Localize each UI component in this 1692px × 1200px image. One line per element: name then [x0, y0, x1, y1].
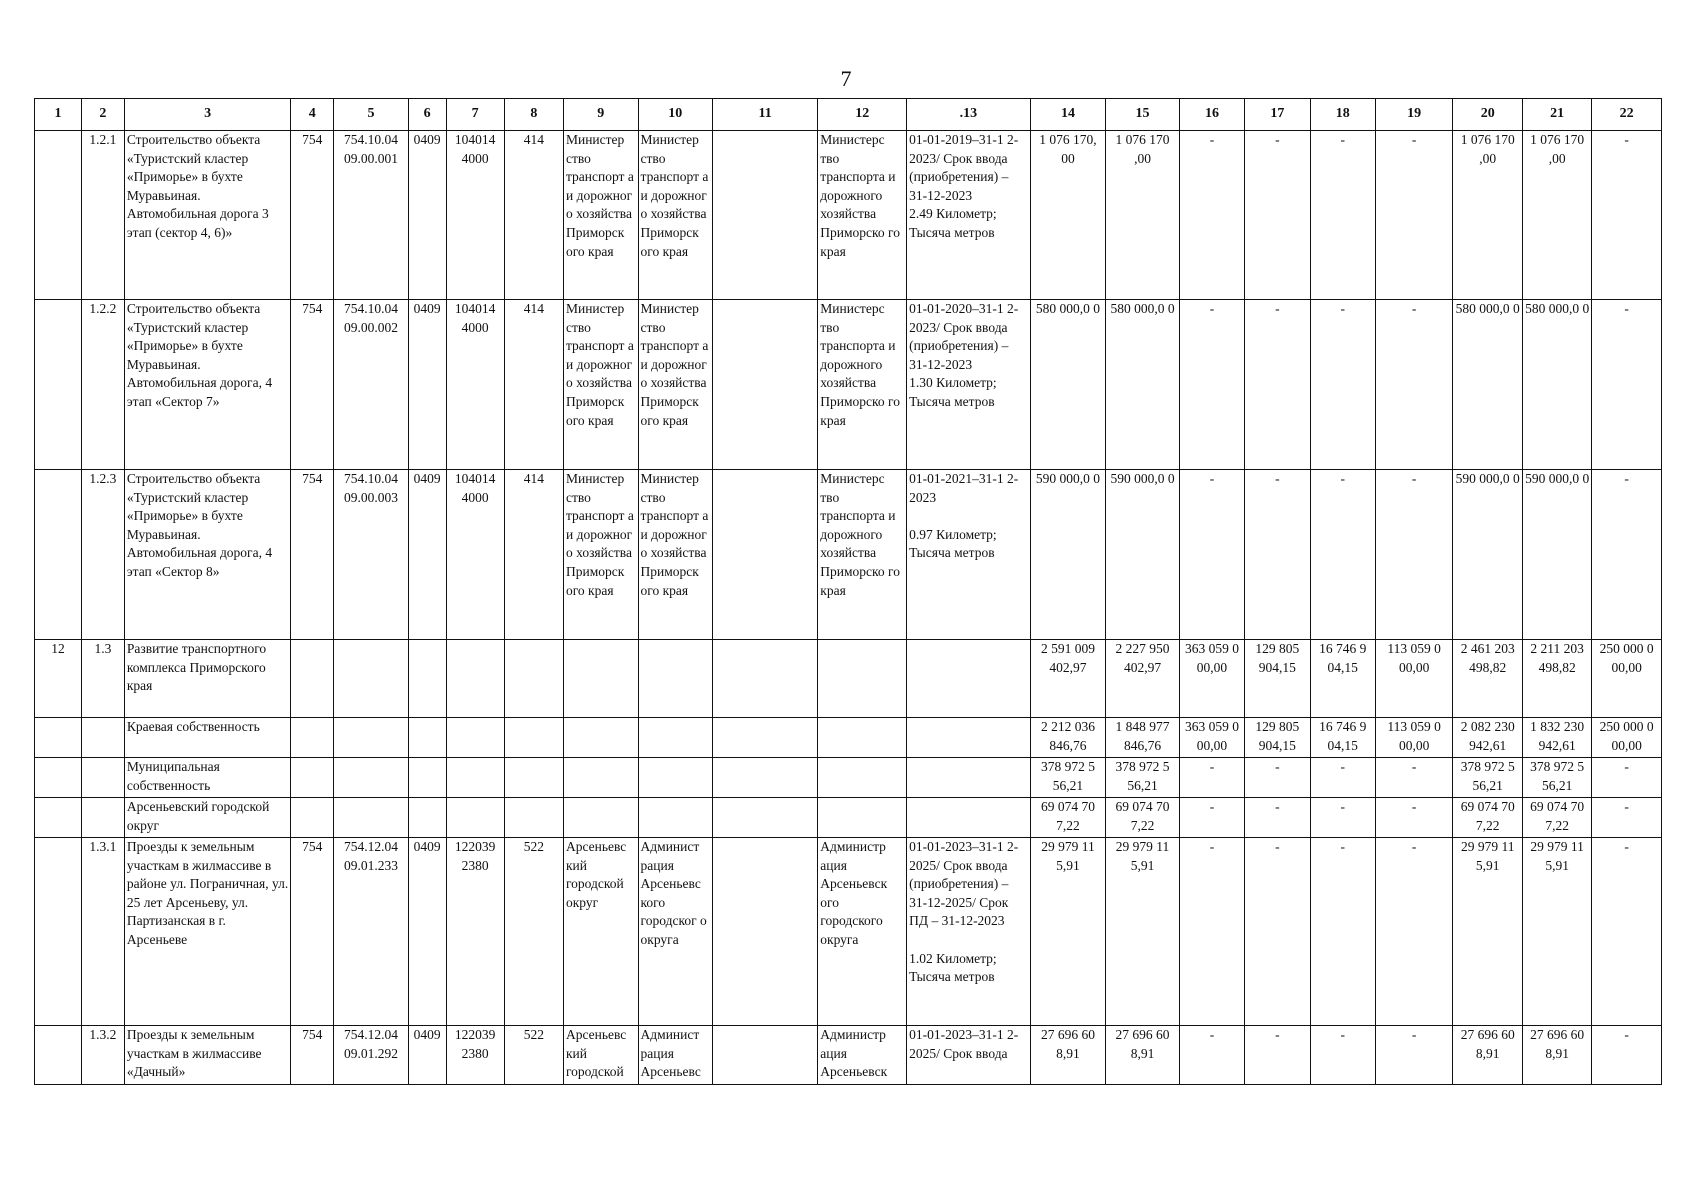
table-cell-col-5 [334, 798, 409, 838]
table-cell-col-9 [563, 798, 638, 838]
table-cell-col-6: 0409 [408, 131, 446, 300]
column-header-14: 14 [1030, 99, 1106, 131]
table-cell-col-13: 01-01-2021–31-1 2-2023 0.97 Километр; Тысяча метров [907, 470, 1031, 640]
table-row [35, 300, 1662, 470]
table-cell-col-19: - [1375, 300, 1453, 470]
table-cell-col-21: 69 074 70 7,22 [1522, 798, 1591, 838]
table-cell-col-13: 01-01-2020–31-1 2-2023/ Срок ввода (приобретения) – 31-12-2023 1.30 Километр; Тысяча метров [907, 300, 1031, 470]
table-cell-col-18: - [1310, 470, 1375, 640]
table-cell-col-22: 250 000 0 00,00 [1592, 640, 1662, 718]
table-cell-col-1 [35, 798, 82, 838]
table-cell-col-20: 1 076 170 ,00 [1453, 131, 1522, 300]
table-cell-col-3: Проезды к земельным участкам в жилмассиве «Дачный» [124, 1026, 290, 1085]
table-cell-col-1 [35, 131, 82, 300]
table-cell-col-2 [81, 758, 124, 798]
table-cell-col-14: 2 212 036 846,76 [1030, 718, 1106, 758]
table-cell-col-12 [818, 718, 907, 758]
column-header-13: .13 [907, 99, 1031, 131]
table-cell-col-6 [408, 758, 446, 798]
table-cell-col-1 [35, 838, 82, 1026]
table-cell-col-16: - [1179, 1026, 1244, 1085]
table-cell-col-1 [35, 470, 82, 640]
table-row [35, 131, 1662, 300]
table-cell-col-16: - [1179, 470, 1244, 640]
table-cell-col-14: 590 000,0 0 [1030, 470, 1106, 640]
column-header-7: 7 [446, 99, 504, 131]
table-cell-col-21: 27 696 60 8,91 [1522, 1026, 1591, 1085]
table-cell-col-13 [907, 798, 1031, 838]
table-cell-col-21: 1 076 170 ,00 [1522, 131, 1591, 300]
table-cell-col-14: 29 979 11 5,91 [1030, 838, 1106, 1026]
table-cell-col-11 [713, 838, 818, 1026]
table-cell-col-18: - [1310, 838, 1375, 1026]
table-cell-col-18: 16 746 9 04,15 [1310, 640, 1375, 718]
table-cell-col-8 [504, 798, 563, 838]
table-cell-col-4 [291, 640, 334, 718]
table-cell-col-5 [334, 718, 409, 758]
table-cell-col-20: 29 979 11 5,91 [1453, 838, 1522, 1026]
table-cell-col-10 [638, 640, 713, 718]
table-cell-col-8: 522 [504, 838, 563, 1026]
table-cell-col-15: 590 000,0 0 [1106, 470, 1180, 640]
table-cell-col-9: Арсеньевс кий городской округ [563, 838, 638, 1026]
table-cell-col-19: - [1375, 798, 1453, 838]
table-cell-col-13 [907, 758, 1031, 798]
table-cell-col-22: - [1592, 470, 1662, 640]
table-cell-col-3: Муниципальная собственность [124, 758, 290, 798]
table-cell-col-16: - [1179, 798, 1244, 838]
table-cell-col-2 [81, 718, 124, 758]
table-cell-col-17: - [1245, 758, 1310, 798]
table-cell-col-7 [446, 718, 504, 758]
table-cell-col-10 [638, 798, 713, 838]
table-cell-col-4: 754 [291, 131, 334, 300]
table-cell-col-9: Министер ство транспорт а и дорожног о хозяйства Приморск ого края [563, 131, 638, 300]
table-cell-col-8 [504, 758, 563, 798]
table-cell-col-8 [504, 718, 563, 758]
table-cell-col-3: Строительство объекта «Туристский кластер «Приморье» в бухте Муравьиная. Автомобильная дорога, 4 этап «Сектор 7» [124, 300, 290, 470]
table-cell-col-22: - [1592, 131, 1662, 300]
column-header-1: 1 [35, 99, 82, 131]
table-cell-col-8 [504, 640, 563, 718]
column-header-5: 5 [334, 99, 409, 131]
page-number: 7 [840, 66, 852, 91]
table-cell-col-5: 754.12.04 09.01.292 [334, 1026, 409, 1085]
table-cell-col-3: Арсеньевский городской округ [124, 798, 290, 838]
table-cell-col-14: 1 076 170, 00 [1030, 131, 1106, 300]
table-cell-col-2: 1.2.2 [81, 300, 124, 470]
column-header-10: 10 [638, 99, 713, 131]
table-cell-col-22: - [1592, 838, 1662, 1026]
table-cell-col-7: 122039 2380 [446, 1026, 504, 1085]
table-row [35, 470, 1662, 640]
table-cell-col-21: 378 972 5 56,21 [1522, 758, 1591, 798]
table-cell-col-16: 363 059 0 00,00 [1179, 640, 1244, 718]
table-cell-col-7: 104014 4000 [446, 300, 504, 470]
table-cell-col-22: - [1592, 798, 1662, 838]
column-header-15: 15 [1106, 99, 1180, 131]
table-cell-col-11 [713, 758, 818, 798]
table-cell-col-17: - [1245, 798, 1310, 838]
table-cell-col-18: - [1310, 131, 1375, 300]
table-cell-col-11 [713, 798, 818, 838]
table-cell-col-12: Администр ация Арсеньевск [818, 1026, 907, 1085]
table-cell-col-4 [291, 798, 334, 838]
table-cell-col-6: 0409 [408, 300, 446, 470]
column-header-20: 20 [1453, 99, 1522, 131]
column-header-3: 3 [124, 99, 290, 131]
table-cell-col-6 [408, 718, 446, 758]
table-cell-col-9: Арсеньевс кий городской [563, 1026, 638, 1085]
table-cell-col-18: - [1310, 1026, 1375, 1085]
table-cell-col-5: 754.10.04 09.00.001 [334, 131, 409, 300]
table-cell-col-3: Строительство объекта «Туристский кластер «Приморье» в бухте Муравьиная. Автомобильная дорога, 4 этап «Сектор 8» [124, 470, 290, 640]
table-cell-col-17: - [1245, 1026, 1310, 1085]
table-cell-col-10: Админист рация Арсеньевс [638, 1026, 713, 1085]
table-cell-col-2 [81, 798, 124, 838]
column-header-11: 11 [713, 99, 818, 131]
table-cell-col-11 [713, 640, 818, 718]
table-cell-col-22: - [1592, 300, 1662, 470]
table-cell-col-15: 27 696 60 8,91 [1106, 1026, 1180, 1085]
table-cell-col-11 [713, 131, 818, 300]
table-cell-col-13: 01-01-2023–31-1 2-2025/ Срок ввода (приобретения) – 31-12-2025/ Срок ПД – 31-12-2023 1.02 Километр; Тысяча метров [907, 838, 1031, 1026]
table-cell-col-20: 590 000,0 0 [1453, 470, 1522, 640]
table-cell-col-19: - [1375, 470, 1453, 640]
table-cell-col-8: 414 [504, 470, 563, 640]
table-cell-col-8: 414 [504, 300, 563, 470]
table-cell-col-17: 129 805 904,15 [1245, 718, 1310, 758]
table-cell-col-20: 2 461 203 498,82 [1453, 640, 1522, 718]
table-cell-col-6 [408, 798, 446, 838]
table-cell-col-2: 1.2.3 [81, 470, 124, 640]
table-cell-col-10: Админист рация Арсеньевс кого городског о округа [638, 838, 713, 1026]
table-cell-col-11 [713, 1026, 818, 1085]
table-cell-col-18: - [1310, 758, 1375, 798]
column-header-21: 21 [1522, 99, 1591, 131]
table-cell-col-15: 69 074 70 7,22 [1106, 798, 1180, 838]
column-header-2: 2 [81, 99, 124, 131]
column-header-18: 18 [1310, 99, 1375, 131]
table-cell-col-7: 104014 4000 [446, 131, 504, 300]
table-row [35, 838, 1662, 1026]
table-cell-col-4: 754 [291, 838, 334, 1026]
table-cell-col-17: 129 805 904,15 [1245, 640, 1310, 718]
budget-table [34, 98, 1662, 1085]
table-cell-col-13: 01-01-2023–31-1 2-2025/ Срок ввода [907, 1026, 1031, 1085]
column-header-8: 8 [504, 99, 563, 131]
table-cell-col-1 [35, 1026, 82, 1085]
column-header-6: 6 [408, 99, 446, 131]
table-cell-col-4 [291, 758, 334, 798]
table-cell-col-9 [563, 640, 638, 718]
table-cell-col-19: 113 059 0 00,00 [1375, 718, 1453, 758]
table-cell-col-2: 1.2.1 [81, 131, 124, 300]
table-cell-col-6: 0409 [408, 838, 446, 1026]
table-cell-col-12 [818, 798, 907, 838]
table-cell-col-5 [334, 758, 409, 798]
table-row [35, 798, 1662, 838]
table-cell-col-16: - [1179, 300, 1244, 470]
table-cell-col-17: - [1245, 470, 1310, 640]
table-cell-col-20: 69 074 70 7,22 [1453, 798, 1522, 838]
table-cell-col-5: 754.10.04 09.00.003 [334, 470, 409, 640]
table-cell-col-21: 29 979 11 5,91 [1522, 838, 1591, 1026]
table-cell-col-11 [713, 718, 818, 758]
table-cell-col-13 [907, 718, 1031, 758]
table-cell-col-3: Развитие транспортного комплекса Приморского края [124, 640, 290, 718]
table-cell-col-7 [446, 640, 504, 718]
table-cell-col-8: 522 [504, 1026, 563, 1085]
table-cell-col-17: - [1245, 300, 1310, 470]
table-cell-col-5: 754.10.04 09.00.002 [334, 300, 409, 470]
table-row [35, 640, 1662, 718]
table-cell-col-4: 754 [291, 470, 334, 640]
table-cell-col-9 [563, 718, 638, 758]
table-cell-col-10: Министер ство транспорт а и дорожног о хозяйства Приморск ого края [638, 470, 713, 640]
table-cell-col-15: 29 979 11 5,91 [1106, 838, 1180, 1026]
table-cell-col-10: Министер ство транспорт а и дорожног о хозяйства Приморск ого края [638, 300, 713, 470]
column-header-22: 22 [1592, 99, 1662, 131]
table-cell-col-17: - [1245, 838, 1310, 1026]
table-cell-col-18: - [1310, 300, 1375, 470]
table-cell-col-10 [638, 718, 713, 758]
table-cell-col-16: - [1179, 758, 1244, 798]
table-cell-col-13 [907, 640, 1031, 718]
table-cell-col-14: 27 696 60 8,91 [1030, 1026, 1106, 1085]
table-cell-col-19: - [1375, 1026, 1453, 1085]
table-cell-col-9 [563, 758, 638, 798]
table-cell-col-15: 580 000,0 0 [1106, 300, 1180, 470]
table-cell-col-4 [291, 718, 334, 758]
table-cell-col-17: - [1245, 131, 1310, 300]
table-cell-col-19: - [1375, 131, 1453, 300]
table-row [35, 1026, 1662, 1085]
table-cell-col-20: 27 696 60 8,91 [1453, 1026, 1522, 1085]
table-cell-col-15: 1 076 170 ,00 [1106, 131, 1180, 300]
table-cell-col-8: 414 [504, 131, 563, 300]
table-cell-col-11 [713, 300, 818, 470]
table-cell-col-16: - [1179, 838, 1244, 1026]
table-cell-col-16: - [1179, 131, 1244, 300]
table-cell-col-16: 363 059 0 00,00 [1179, 718, 1244, 758]
table-cell-col-1 [35, 758, 82, 798]
table-cell-col-3: Строительство объекта «Туристский кластер «Приморье» в бухте Муравьиная. Автомобильная дорога 3 этап (сектор 4, 6)» [124, 131, 290, 300]
table-cell-col-9: Министер ство транспорт а и дорожног о хозяйства Приморск ого края [563, 470, 638, 640]
table-cell-col-19: - [1375, 758, 1453, 798]
table-cell-col-21: 590 000,0 0 [1522, 470, 1591, 640]
table-cell-col-10: Министер ство транспорт а и дорожног о хозяйства Приморск ого края [638, 131, 713, 300]
table-cell-col-19: - [1375, 838, 1453, 1026]
table-cell-col-21: 2 211 203 498,82 [1522, 640, 1591, 718]
table-row [35, 718, 1662, 758]
table-cell-col-15: 2 227 950 402,97 [1106, 640, 1180, 718]
table-cell-col-7: 104014 4000 [446, 470, 504, 640]
table-cell-col-18: 16 746 9 04,15 [1310, 718, 1375, 758]
column-header-19: 19 [1375, 99, 1453, 131]
table-cell-col-6: 0409 [408, 470, 446, 640]
table-cell-col-14: 580 000,0 0 [1030, 300, 1106, 470]
table-cell-col-22: - [1592, 1026, 1662, 1085]
column-header-12: 12 [818, 99, 907, 131]
table-cell-col-5 [334, 640, 409, 718]
table-cell-col-5: 754.12.04 09.01.233 [334, 838, 409, 1026]
table-row [35, 758, 1662, 798]
table-cell-col-2: 1.3.2 [81, 1026, 124, 1085]
table-cell-col-1: 12 [35, 640, 82, 718]
table-cell-col-4: 754 [291, 1026, 334, 1085]
table-cell-col-9: Министер ство транспорт а и дорожног о хозяйства Приморск ого края [563, 300, 638, 470]
table-cell-col-13: 01-01-2019–31-1 2-2023/ Срок ввода (приобретения) – 31-12-2023 2.49 Километр; Тысяча метров [907, 131, 1031, 300]
table-cell-col-21: 580 000,0 0 [1522, 300, 1591, 470]
table-cell-col-18: - [1310, 798, 1375, 838]
table-cell-col-14: 69 074 70 7,22 [1030, 798, 1106, 838]
table-cell-col-1 [35, 718, 82, 758]
table-cell-col-22: 250 000 0 00,00 [1592, 718, 1662, 758]
table-cell-col-22: - [1592, 758, 1662, 798]
table-cell-col-21: 1 832 230 942,61 [1522, 718, 1591, 758]
table-cell-col-19: 113 059 0 00,00 [1375, 640, 1453, 718]
table-cell-col-20: 580 000,0 0 [1453, 300, 1522, 470]
table-cell-col-4: 754 [291, 300, 334, 470]
header-row [35, 99, 1662, 131]
column-header-9: 9 [563, 99, 638, 131]
table-cell-col-15: 378 972 5 56,21 [1106, 758, 1180, 798]
table-cell-col-3: Краевая собственность [124, 718, 290, 758]
table-cell-col-20: 378 972 5 56,21 [1453, 758, 1522, 798]
table-cell-col-20: 2 082 230 942,61 [1453, 718, 1522, 758]
column-header-17: 17 [1245, 99, 1310, 131]
table-cell-col-6: 0409 [408, 1026, 446, 1085]
column-header-16: 16 [1179, 99, 1244, 131]
table-cell-col-1 [35, 300, 82, 470]
table-cell-col-12: Администр ация Арсеньевск ого городского округа [818, 838, 907, 1026]
table-cell-col-7: 122039 2380 [446, 838, 504, 1026]
table-cell-col-15: 1 848 977 846,76 [1106, 718, 1180, 758]
table-cell-col-2: 1.3 [81, 640, 124, 718]
table-cell-col-14: 2 591 009 402,97 [1030, 640, 1106, 718]
table-cell-col-12 [818, 758, 907, 798]
table-cell-col-12: Министерс тво транспорта и дорожного хозяйства Приморско го края [818, 300, 907, 470]
table-cell-col-10 [638, 758, 713, 798]
table-cell-col-12 [818, 640, 907, 718]
table-cell-col-12: Министерс тво транспорта и дорожного хозяйства Приморско го края [818, 470, 907, 640]
table-cell-col-14: 378 972 5 56,21 [1030, 758, 1106, 798]
table-cell-col-11 [713, 470, 818, 640]
table-cell-col-3: Проезды к земельным участкам в жилмассиве в районе ул. Пограничная, ул. 25 лет Арсеньеву, ул. Партизанская в г. Арсеньеве [124, 838, 290, 1026]
table-cell-col-6 [408, 640, 446, 718]
table-cell-col-2: 1.3.1 [81, 838, 124, 1026]
table-cell-col-7 [446, 758, 504, 798]
table-cell-col-12: Министерс тво транспорта и дорожного хозяйства Приморско го края [818, 131, 907, 300]
table-cell-col-7 [446, 798, 504, 838]
column-header-4: 4 [291, 99, 334, 131]
